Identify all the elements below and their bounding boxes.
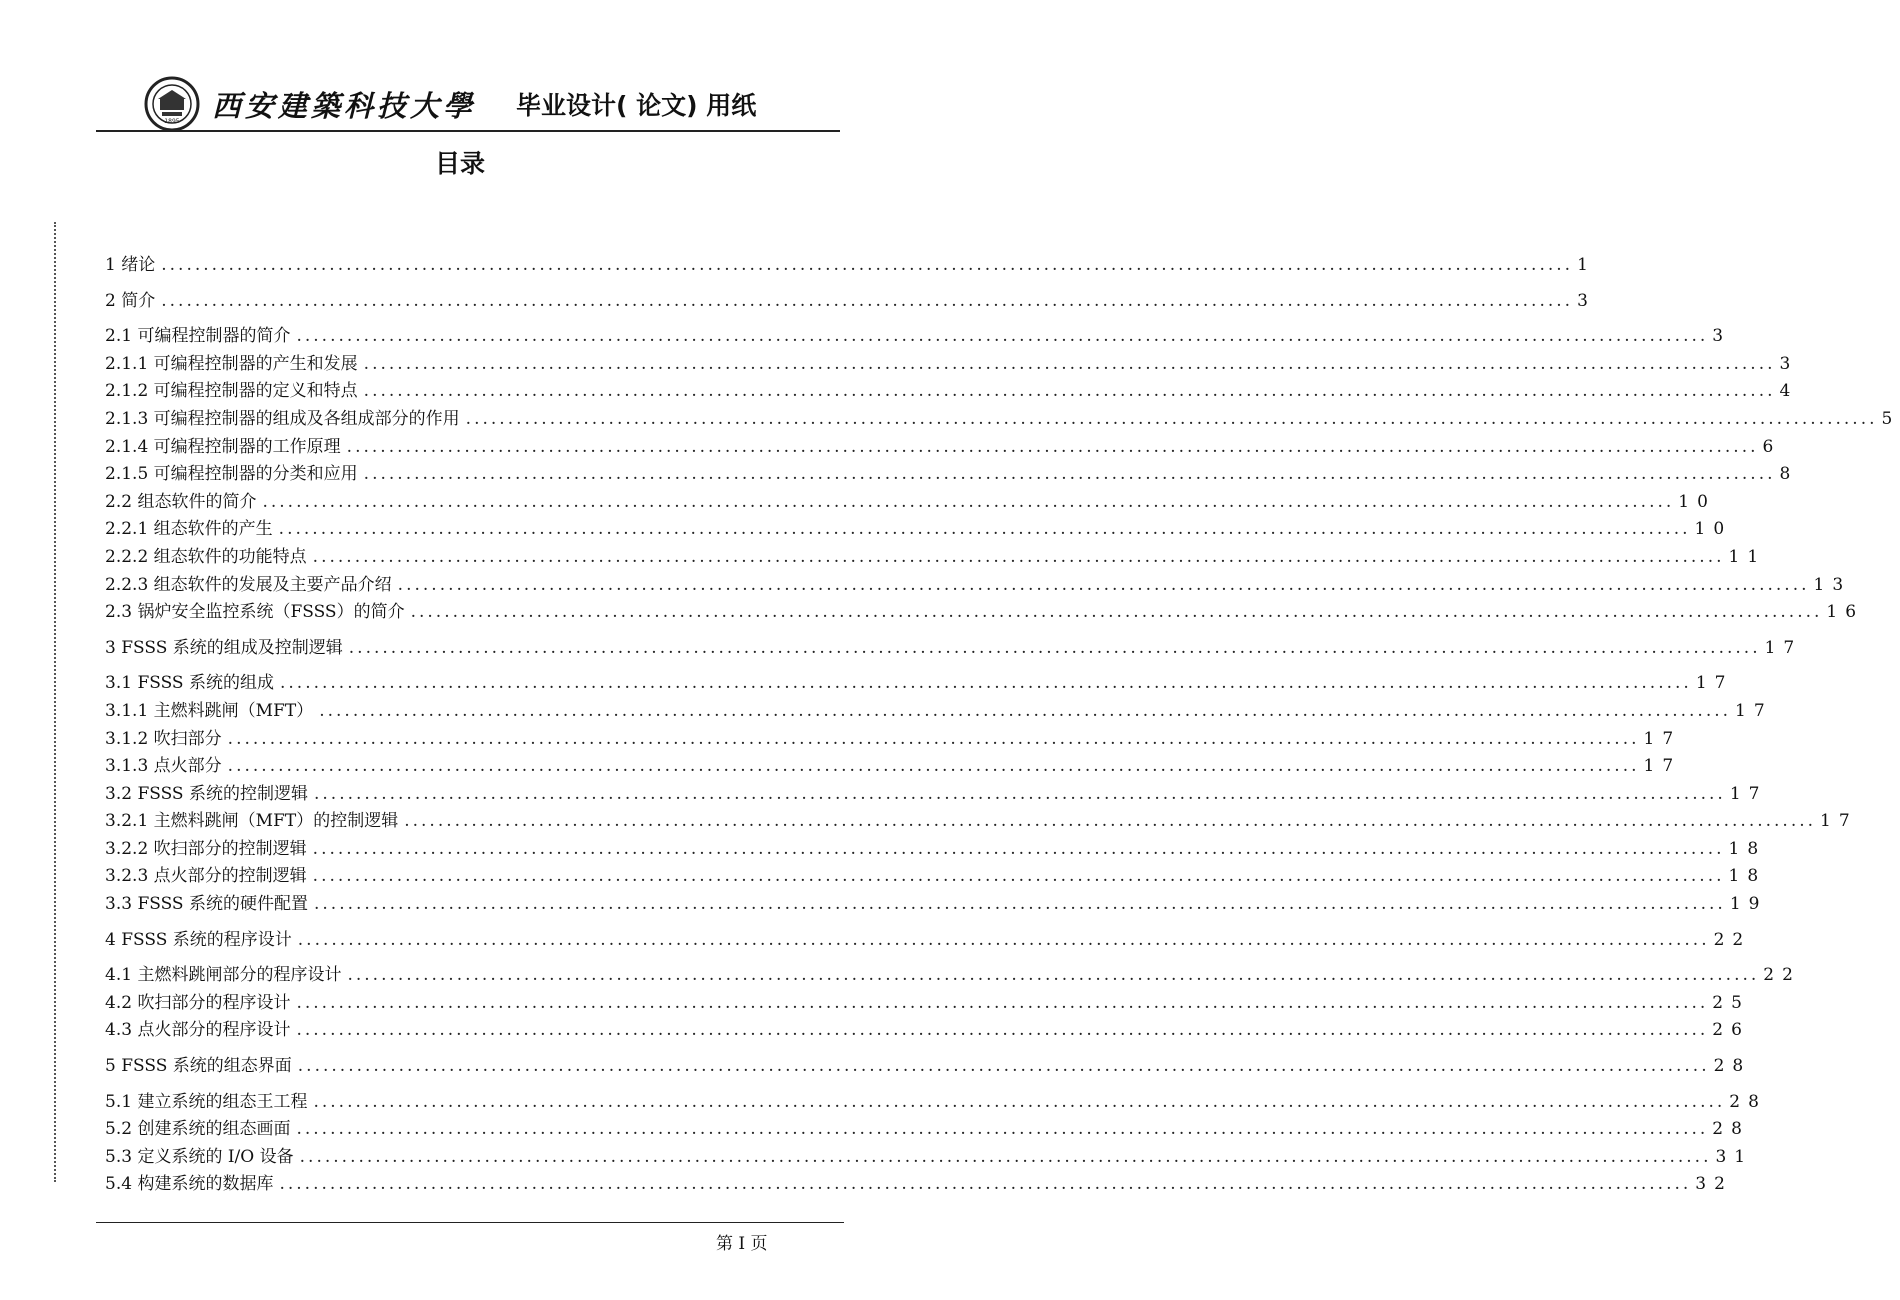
toc-dot-leader bbox=[300, 1147, 1712, 1167]
toc-dot-leader bbox=[161, 291, 1573, 311]
toc-entry-page: 22 bbox=[1763, 965, 1801, 986]
toc-dot-leader bbox=[228, 756, 1640, 776]
toc-entry-page: 19 bbox=[1729, 894, 1768, 915]
toc-entry-label: 2.2.1 组态软件的产生 bbox=[105, 519, 273, 540]
university-name: 西安建築科技大學 bbox=[212, 89, 477, 123]
toc-entry-label: 2.2.3 组态软件的发展及主要产品介绍 bbox=[105, 574, 392, 595]
toc-entry-page: 17 bbox=[1695, 673, 1734, 694]
toc-entry-page: 17 bbox=[1764, 637, 1803, 658]
toc-dot-leader bbox=[466, 409, 1878, 429]
toc-entry-page: 3 bbox=[1577, 290, 1596, 311]
toc-entry[interactable] bbox=[105, 1114, 1750, 1142]
toc-entry-page: 28 bbox=[1712, 1119, 1750, 1140]
toc-entry-page: 28 bbox=[1729, 1091, 1767, 1112]
toc-entry-page: 1 bbox=[1577, 255, 1596, 275]
toc-dot-leader bbox=[296, 993, 1708, 1013]
toc-entry-label: 4.2 吹扫部分的程序设计 bbox=[105, 992, 291, 1013]
toc-entry-page: 5 bbox=[1881, 408, 1900, 429]
toc-entry-label: 3 FSSS 系统的组成及控制逻辑 bbox=[105, 637, 343, 658]
toc-dot-leader bbox=[279, 519, 1691, 539]
toc-entry-page: 16 bbox=[1826, 602, 1865, 623]
toc-entry-page: 28 bbox=[1713, 1056, 1752, 1077]
toc-entry-label: 3.1.3 点火部分 bbox=[105, 756, 222, 777]
toc-entry-label: 3.3 FSSS 系统的硬件配置 bbox=[105, 894, 308, 915]
toc-dot-leader bbox=[279, 1174, 1691, 1194]
toc-dot-leader bbox=[296, 1020, 1708, 1040]
toc-entry-label: 2.1.5 可编程控制器的分类和应用 bbox=[105, 464, 358, 485]
toc-entry-label: 5.2 创建系统的组态画面 bbox=[105, 1119, 291, 1140]
toc-dot-leader bbox=[262, 492, 1674, 512]
toc-entry[interactable] bbox=[105, 1142, 1754, 1170]
toc-dot-leader bbox=[296, 1119, 1708, 1139]
toc-entry-label: 3.1 FSSS 系统的组成 bbox=[105, 673, 274, 694]
toc-entry-page: 3 bbox=[1779, 353, 1799, 374]
toc-dot-leader bbox=[313, 839, 1725, 859]
toc-entry-label: 2.1.2 可编程控制器的定义和特点 bbox=[105, 381, 358, 402]
toc-entry-page: 6 bbox=[1762, 436, 1782, 457]
toc-entry-label: 3.2 FSSS 系统的控制逻辑 bbox=[105, 783, 308, 804]
toc-dot-leader bbox=[349, 638, 1761, 658]
toc-entry[interactable] bbox=[105, 925, 1752, 953]
toc-entry[interactable] bbox=[105, 834, 1767, 862]
toc-entry-label: 4.3 点火部分的程序设计 bbox=[105, 1020, 291, 1041]
toc-dot-leader bbox=[411, 602, 1823, 622]
toc-entry[interactable] bbox=[105, 459, 1799, 487]
toc-entry[interactable] bbox=[105, 861, 1767, 889]
toc-entry[interactable] bbox=[105, 250, 1596, 278]
toc-entry[interactable] bbox=[105, 432, 1782, 460]
toc-entry[interactable] bbox=[105, 960, 1801, 988]
toc-entry-label: 2.2 组态软件的简介 bbox=[105, 491, 257, 512]
toc-entry-label: 4 FSSS 系统的程序设计 bbox=[105, 929, 292, 950]
toc-entry-label: 2.1 可编程控制器的简介 bbox=[105, 326, 291, 347]
toc-entry-page: 10 bbox=[1678, 491, 1716, 512]
toc-entry-label: 5.1 建立系统的组态王工程 bbox=[105, 1091, 308, 1112]
toc-entry-page: 3 bbox=[1712, 326, 1732, 347]
toc-dot-leader bbox=[347, 437, 1759, 457]
toc-entry-page: 10 bbox=[1694, 519, 1733, 540]
toc-entry[interactable] bbox=[105, 1169, 1733, 1197]
toc-entry-page: 17 bbox=[1643, 728, 1682, 749]
toc-entry[interactable] bbox=[105, 1087, 1767, 1115]
toc-entry-page: 13 bbox=[1813, 574, 1852, 595]
toc-entry[interactable] bbox=[105, 633, 1803, 661]
page-header bbox=[96, 70, 840, 132]
toc-entry-label: 2.1.4 可编程控制器的工作原理 bbox=[105, 436, 341, 457]
toc-dot-leader bbox=[313, 547, 1725, 567]
toc-entry-page: 8 bbox=[1779, 464, 1799, 485]
toc-entry-page: 18 bbox=[1728, 838, 1767, 859]
toc-entry[interactable] bbox=[105, 724, 1682, 752]
toc-dot-leader bbox=[280, 673, 1692, 693]
toc-entry-label: 3.2.2 吹扫部分的控制逻辑 bbox=[105, 838, 307, 859]
toc-dot-leader bbox=[314, 784, 1726, 804]
toc-entry-label: 2 简介 bbox=[105, 290, 156, 311]
toc-entry[interactable] bbox=[105, 806, 1858, 834]
toc-entry[interactable] bbox=[105, 779, 1768, 807]
toc-dot-leader bbox=[314, 894, 1726, 914]
paper-label: 毕业设计( 论文) 用纸 bbox=[516, 91, 757, 120]
toc-entry-label: 3.1.1 主燃料跳闸（MFT） bbox=[105, 700, 314, 721]
toc-entry[interactable] bbox=[105, 570, 1852, 598]
header-divider bbox=[96, 130, 840, 132]
toc-entry[interactable] bbox=[105, 542, 1767, 570]
toc-dot-leader bbox=[347, 965, 1759, 985]
toc-entry[interactable] bbox=[105, 668, 1734, 696]
toc-entry[interactable] bbox=[105, 376, 1799, 404]
toc-entry-page: 22 bbox=[1713, 929, 1752, 950]
toc-entry[interactable] bbox=[105, 751, 1682, 779]
toc-entry[interactable] bbox=[105, 597, 1865, 625]
toc-entry-label: 5.3 定义系统的 I/O 设备 bbox=[105, 1146, 294, 1167]
toc-dot-leader bbox=[296, 326, 1708, 346]
toc-dot-leader bbox=[228, 729, 1640, 749]
toc-dot-leader bbox=[364, 354, 1776, 374]
toc-entry[interactable] bbox=[105, 404, 1900, 432]
toc-entry-label: 5.4 构建系统的数据库 bbox=[105, 1174, 274, 1195]
toc-dot-leader bbox=[298, 1056, 1710, 1076]
footer-page-number: 第 I 页 bbox=[716, 1234, 768, 1254]
toc-entry[interactable] bbox=[105, 696, 1773, 724]
toc-dot-leader bbox=[313, 1092, 1725, 1112]
toc-entry-label: 3.2.1 主燃料跳闸（MFT）的控制逻辑 bbox=[105, 811, 399, 832]
toc-entry-page: 25 bbox=[1712, 992, 1750, 1013]
toc-dot-leader bbox=[319, 701, 1731, 721]
toc-entry-page: 26 bbox=[1712, 1020, 1750, 1041]
toc-entry[interactable] bbox=[105, 321, 1732, 349]
toc-entry[interactable] bbox=[105, 487, 1716, 515]
footer-divider bbox=[96, 1222, 844, 1223]
toc-entry[interactable] bbox=[105, 889, 1768, 917]
toc-entry-label: 2.2.2 组态软件的功能特点 bbox=[105, 546, 307, 567]
toc-entry-page: 17 bbox=[1735, 700, 1773, 721]
toc-entry[interactable] bbox=[105, 349, 1799, 377]
toc-dot-leader bbox=[364, 464, 1776, 484]
toc-entry-page: 4 bbox=[1779, 381, 1799, 402]
toc-entry-page: 32 bbox=[1695, 1174, 1733, 1195]
toc-entry[interactable] bbox=[105, 988, 1750, 1016]
toc-entry-page: 17 bbox=[1643, 756, 1682, 777]
toc-entry-label: 3.2.3 点火部分的控制逻辑 bbox=[105, 866, 307, 887]
toc-dot-leader bbox=[313, 866, 1725, 886]
toc-entry-page: 17 bbox=[1729, 783, 1768, 804]
toc-entry-page: 31 bbox=[1715, 1146, 1754, 1167]
toc-entry[interactable] bbox=[105, 286, 1596, 314]
toc-entry-label: 2.3 锅炉安全监控系统（FSSS）的简介 bbox=[105, 602, 405, 623]
toc-entry-label: 5 FSSS 系统的组态界面 bbox=[105, 1056, 292, 1077]
binding-dotted-line bbox=[54, 222, 56, 1182]
toc-dot-leader bbox=[161, 255, 1573, 275]
toc-entry-page: 18 bbox=[1728, 866, 1767, 887]
toc-entry[interactable] bbox=[105, 514, 1733, 542]
toc-dot-leader bbox=[404, 811, 1816, 831]
toc-entry-label: 4.1 主燃料跳闸部分的程序设计 bbox=[105, 965, 342, 986]
university-seal-logo bbox=[144, 76, 200, 132]
toc-entry-label: 1 绪论 bbox=[105, 255, 156, 275]
toc-entry-label: 3.1.2 吹扫部分 bbox=[105, 728, 222, 749]
table-of-contents bbox=[105, 250, 1900, 1197]
toc-entry-page: 17 bbox=[1820, 811, 1858, 832]
toc-entry[interactable] bbox=[105, 1015, 1750, 1043]
toc-dot-leader bbox=[298, 930, 1710, 950]
toc-dot-leader bbox=[398, 575, 1810, 595]
toc-entry-label: 2.1.1 可编程控制器的产生和发展 bbox=[105, 353, 358, 374]
page-title: 目录 bbox=[434, 149, 485, 178]
toc-entry-page: 11 bbox=[1728, 546, 1767, 567]
toc-entry-label: 2.1.3 可编程控制器的组成及各组成部分的作用 bbox=[105, 408, 460, 429]
svg-text:1895: 1895 bbox=[164, 118, 180, 125]
toc-entry[interactable] bbox=[105, 1051, 1752, 1079]
toc-dot-leader bbox=[364, 381, 1776, 401]
